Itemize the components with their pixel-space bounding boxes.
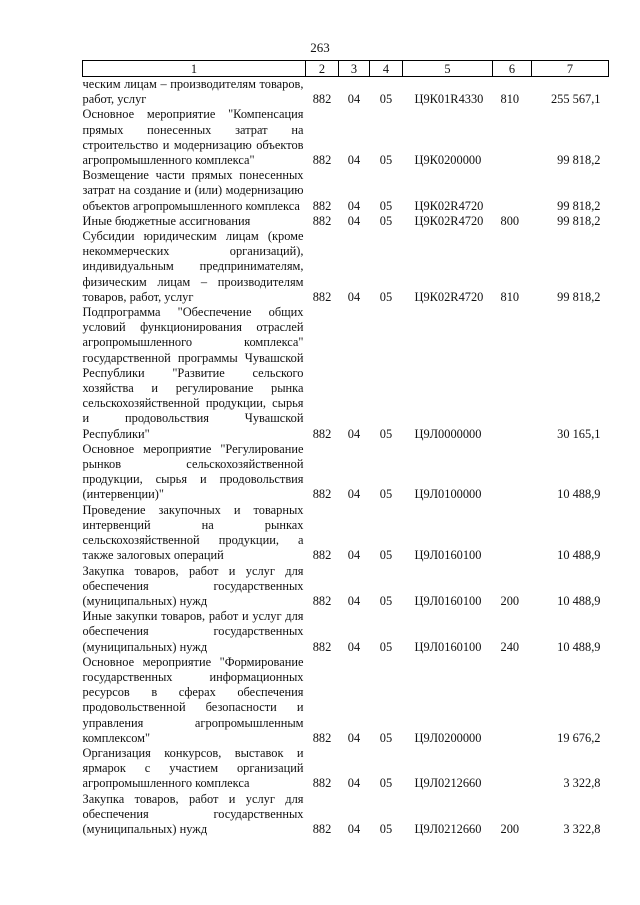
table-row	[83, 792, 609, 838]
row-section-code: 04	[347, 593, 361, 608]
row-amount: 30 165,1	[557, 426, 601, 441]
row-amount: 99 818,2	[557, 213, 601, 228]
row-subsection-code: 05	[379, 426, 393, 441]
budget-table	[82, 60, 609, 837]
row-expense-type	[493, 107, 532, 168]
row-ministry-code: 882	[312, 776, 332, 791]
row-amount: 10 488,9	[557, 487, 601, 502]
table-row	[83, 503, 609, 564]
row-target-article: Ц9Л0160100	[414, 548, 482, 563]
row-name: Основное мероприятие "Регулирование рынков сельскохозяйственной продукции, сырья и продовольствия (интервенции)"	[82, 441, 304, 502]
row-amount: 10 488,9	[557, 593, 601, 608]
row-name: Основное мероприятие "Формирование государственных информационных ресурсов в сферах обеспечения продовольственной безопасности и управления агропромышленным комплексом"	[82, 654, 304, 745]
header-row	[83, 61, 609, 77]
row-section-code: 04	[347, 821, 361, 836]
table-row	[83, 305, 609, 442]
page-number: 263	[310, 40, 330, 55]
table-row	[83, 442, 609, 503]
row-amount: 10 488,9	[557, 639, 601, 654]
row-ministry-code: 882	[312, 92, 332, 107]
row-name: Иные закупки товаров, работ и услуг для обеспечения государственных (муниципальных) нужд	[82, 609, 304, 654]
row-target-article: Ц9К02R4720	[414, 198, 484, 213]
row-amount: 99 818,2	[557, 153, 601, 168]
row-name: Субсидии юридическим лицам (кроме некоммерческих организаций), индивидуальным предпринимателям, физическим лицам – производителям товаров, работ, услуг	[82, 229, 304, 304]
row-subsection-code: 05	[379, 198, 393, 213]
row-ministry-code: 882	[312, 289, 332, 304]
row-subsection-code: 05	[379, 548, 393, 563]
row-name: Организация конкурсов, выставок и ярмарок с участием организаций агропромышленного комплекса	[82, 745, 304, 791]
table-body	[83, 77, 609, 838]
row-section-code: 04	[347, 213, 361, 228]
column-header-1: 1	[83, 61, 306, 77]
row-target-article: Ц9К02R4720	[414, 289, 484, 304]
row-expense-type	[493, 442, 532, 503]
row-amount: 19 676,2	[557, 730, 601, 745]
row-section-code: 04	[347, 92, 361, 107]
column-header-2: 2	[306, 61, 339, 77]
row-ministry-code: 882	[312, 213, 332, 228]
row-target-article: Ц9Л0200000	[414, 730, 482, 745]
row-subsection-code: 05	[379, 213, 393, 228]
row-ministry-code: 882	[312, 639, 332, 654]
table-row	[83, 655, 609, 746]
row-target-article: Ц9Л0212660	[414, 776, 482, 791]
row-target-article: Ц9К01R4330	[414, 92, 484, 107]
row-expense-type: 810	[500, 92, 520, 107]
row-section-code: 04	[347, 487, 361, 502]
table-row	[83, 609, 609, 655]
row-subsection-code: 05	[379, 821, 393, 836]
row-ministry-code: 882	[312, 821, 332, 836]
row-target-article: Ц9К02R4720	[414, 213, 484, 228]
row-name: Основное мероприятие "Компенсация прямых понесенных затрат на строительство и модернизацию объектов агропромышленного комплекса"	[82, 107, 304, 168]
row-subsection-code: 05	[379, 487, 393, 502]
row-section-code: 04	[347, 198, 361, 213]
row-section-code: 04	[347, 426, 361, 441]
table-row	[83, 77, 609, 108]
row-subsection-code: 05	[379, 730, 393, 745]
row-target-article: Ц9Л0100000	[414, 487, 482, 502]
row-ministry-code: 882	[312, 548, 332, 563]
column-header-7: 7	[532, 61, 609, 77]
row-subsection-code: 05	[379, 593, 393, 608]
row-section-code: 04	[347, 153, 361, 168]
row-name: Возмещение части прямых понесенных затрат на создание и (или) модернизацию объектов агропромышленного комплекса	[82, 168, 304, 213]
row-target-article: Ц9К0200000	[414, 153, 482, 168]
row-target-article: Ц9Л0000000	[414, 426, 482, 441]
row-amount: 255 567,1	[550, 92, 601, 107]
row-subsection-code: 05	[379, 153, 393, 168]
row-name: Иные бюджетные ассигнования	[82, 213, 251, 228]
row-expense-type: 800	[500, 213, 520, 228]
row-expense-type: 240	[500, 639, 520, 654]
row-name: Закупка товаров, работ и услуг для обеспечения государственных (муниципальных) нужд	[82, 791, 304, 836]
row-ministry-code: 882	[312, 426, 332, 441]
row-target-article: Ц9Л0160100	[414, 639, 482, 654]
column-header-6: 6	[493, 61, 532, 77]
row-expense-type: 200	[500, 593, 520, 608]
row-expense-type: 810	[500, 289, 520, 304]
row-section-code: 04	[347, 730, 361, 745]
row-name: Закупка товаров, работ и услуг для обеспечения государственных (муниципальных) нужд	[82, 563, 304, 608]
row-subsection-code: 05	[379, 639, 393, 654]
row-expense-type	[493, 305, 532, 442]
row-expense-type: 200	[500, 821, 520, 836]
column-header-5: 5	[403, 61, 493, 77]
row-ministry-code: 882	[312, 593, 332, 608]
row-target-article: Ц9Л0212660	[414, 821, 482, 836]
table-header	[83, 61, 609, 77]
column-header-3: 3	[339, 61, 370, 77]
row-name: Проведение закупочных и товарных интервенций на рынках сельскохозяйственной продукции, а также залоговых операций	[82, 502, 304, 563]
row-amount: 10 488,9	[557, 548, 601, 563]
row-ministry-code: 882	[312, 487, 332, 502]
row-expense-type	[493, 168, 532, 214]
row-amount: 3 322,8	[563, 776, 601, 791]
row-target-article: Ц9Л0160100	[414, 593, 482, 608]
row-section-code: 04	[347, 776, 361, 791]
row-section-code: 04	[347, 639, 361, 654]
table-row	[83, 229, 609, 305]
row-expense-type	[493, 746, 532, 792]
row-ministry-code: 882	[312, 198, 332, 213]
row-amount: 3 322,8	[563, 821, 601, 836]
row-amount: 99 818,2	[557, 289, 601, 304]
row-amount: 99 818,2	[557, 198, 601, 213]
table-row	[83, 746, 609, 792]
row-name: Подпрограмма "Обеспечение общих условий функционирования отраслей агропромышленного комплекса" государственной программы Чувашской Республики "Развитие сельского хозяйства и регулирование рынка сельскохозяйственной продукции, сырья и продовольствия Чувашской Республики"	[82, 305, 304, 441]
row-expense-type	[493, 503, 532, 564]
row-expense-type	[493, 655, 532, 746]
table-row	[83, 168, 609, 214]
table-row	[83, 214, 609, 229]
row-section-code: 04	[347, 289, 361, 304]
row-ministry-code: 882	[312, 730, 332, 745]
table-row	[83, 107, 609, 168]
row-subsection-code: 05	[379, 92, 393, 107]
row-ministry-code: 882	[312, 153, 332, 168]
row-subsection-code: 05	[379, 776, 393, 791]
row-section-code: 04	[347, 548, 361, 563]
row-name: ческим лицам – производителям товаров, работ, услуг	[82, 77, 304, 107]
table-row	[83, 564, 609, 610]
row-subsection-code: 05	[379, 289, 393, 304]
column-header-4: 4	[370, 61, 403, 77]
